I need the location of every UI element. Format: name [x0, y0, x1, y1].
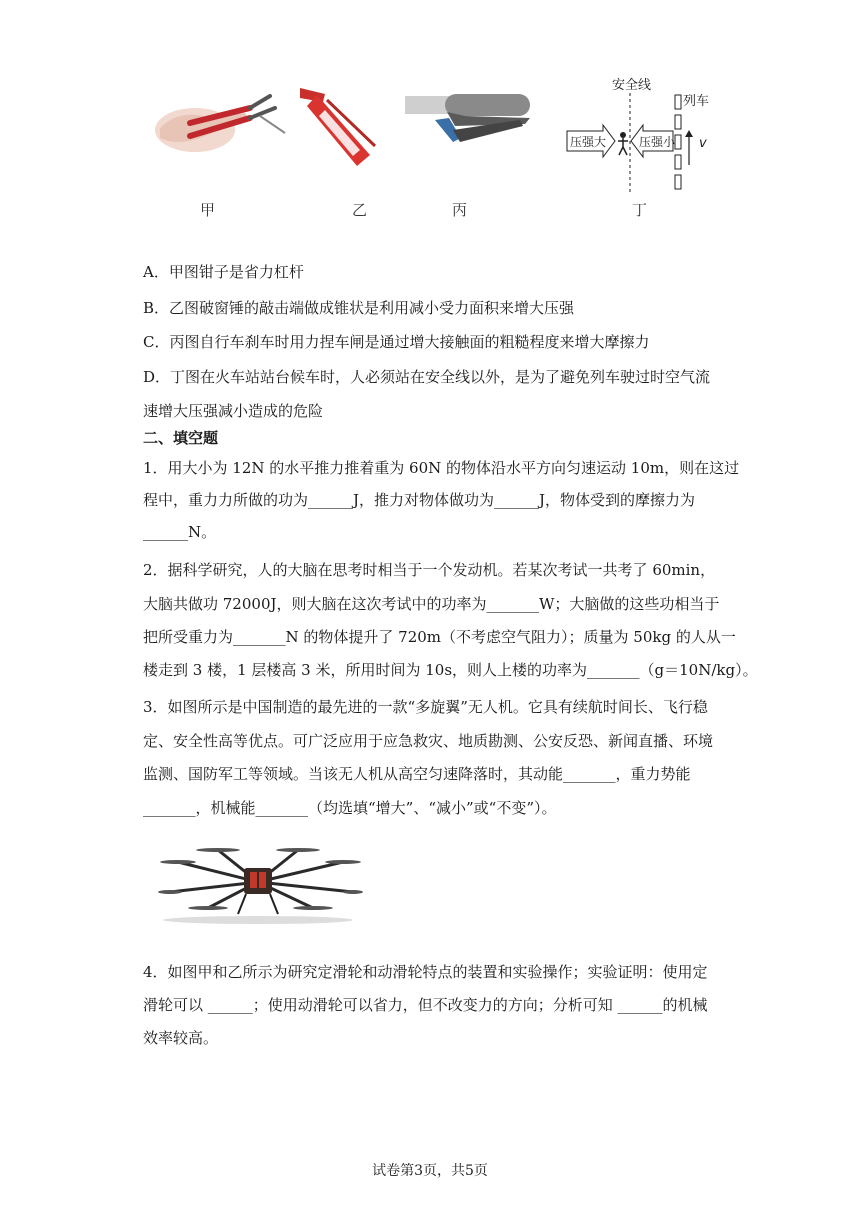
- q1-line-1: 1．用大小为 12N 的水平推力推着重为 60N 的物体沿水平方向匀速运动 10m，则在这过: [143, 459, 740, 477]
- section-title: 二、填空题: [143, 429, 219, 447]
- q3-line-3: 监测、国防军工等领域。当该无人机从高空匀速降落时，其动能_______，重力势能: [143, 765, 691, 783]
- q4-line-2: 滑轮可以 ______；使用动滑轮可以省力，但不改变力的方向；分析可知 ______的机械: [143, 996, 708, 1014]
- figure-label-jia: 甲: [200, 201, 216, 219]
- figure-label-ding: 丁: [632, 201, 648, 219]
- q1-line-3: ______N。: [143, 523, 217, 541]
- safety-line-label: 安全线: [612, 78, 652, 93]
- drone-image: [158, 840, 363, 925]
- figure-yi-hammer: [295, 80, 385, 170]
- q4-line-1: 4．如图甲和乙所示为研究定滑轮和动滑轮特点的装置和实验操作；实验证明：使用定: [143, 963, 708, 981]
- low-pressure-label: 压强小: [639, 135, 676, 149]
- page-footer: 试卷第3页，共5页: [372, 1163, 488, 1179]
- figure-label-bing: 丙: [452, 201, 468, 219]
- q2-line-4: 楼走到 3 楼，1 层楼高 3 米，所用时间为 10s，则人上楼的功率为_______（g＝10N/kg）。: [143, 661, 758, 679]
- option-c: C．丙图自行车刹车时用力捏车闸是通过增大接触面的粗糙程度来增大摩擦力: [143, 333, 650, 351]
- q1-line-2: 程中，重力力所做的功为______J，推力对物体做功为______J，物体受到的摩擦力为: [143, 491, 696, 509]
- train-label: 列车: [683, 94, 710, 109]
- q3-line-4: _______，机械能_______（均选填“增大”、“减小”或“不变”）。: [143, 799, 557, 817]
- high-pressure-label: 压强大: [570, 135, 607, 149]
- q3-line-1: 3．如图所示是中国制造的最先进的一款“多旋翼”无人机。它具有续航时间长、飞行稳: [143, 698, 708, 716]
- figure-ding-diagram: [565, 75, 720, 195]
- q2-line-3: 把所受重力为_______N 的物体提升了 720m（不考虑空气阻力）；质量为 50kg 的人从一: [143, 628, 736, 646]
- q2-line-1: 2．据科学研究，人的大脑在思考时相当于一个发动机。若某次考试一共考了 60min，: [143, 561, 716, 579]
- option-a: A．甲图钳子是省力杠杆: [143, 263, 304, 281]
- q2-line-2: 大脑共做功 72000J，则大脑在这次考试中的功率为_______W；大脑做的这些功相当于: [143, 595, 720, 613]
- figure-label-yi: 乙: [352, 201, 368, 219]
- option-d: D．丁图在火车站站台候车时，人必须站在安全线以外，是为了避免列车驶过时空气流: [143, 368, 711, 386]
- option-d-continued: 速增大压强减小造成的危险: [143, 402, 324, 420]
- q4-line-3: 效率较高。: [143, 1029, 219, 1047]
- figure-jia-pliers: [150, 88, 290, 163]
- velocity-label: v: [699, 136, 707, 151]
- option-b: B．乙图破窗锤的敲击端做成锥状是利用减小受力面积来增大压强: [143, 299, 575, 317]
- figure-bing-brake: [405, 90, 535, 165]
- q3-line-2: 定、安全性高等优点。可广泛应用于应急救灾、地质勘测、公安反恐、新闻直播、环境: [143, 732, 714, 750]
